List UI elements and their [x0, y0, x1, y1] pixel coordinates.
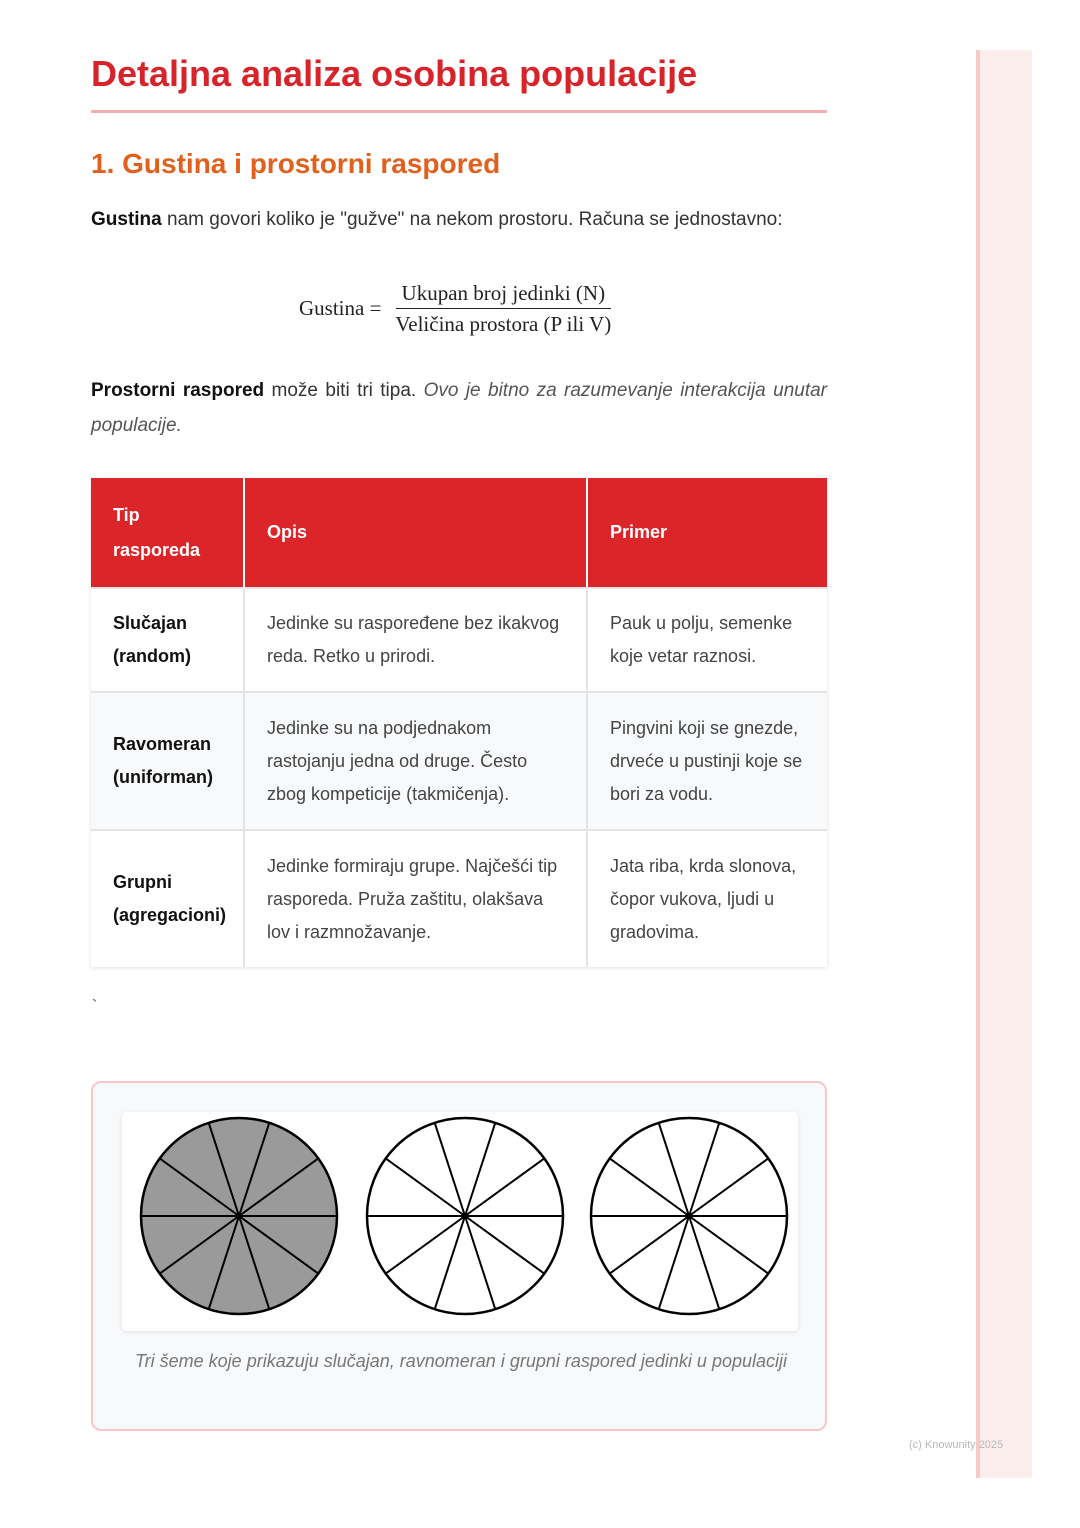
formula-denominator: Veličina prostora (P ili V)	[395, 311, 612, 336]
section-heading: 1. Gustina i prostorni raspored	[91, 148, 501, 179]
row-primer: Jata riba, krda slonova, čopor vukova, ljudi u gradovima.	[587, 830, 827, 967]
row-opis: Jedinke formiraju grupe. Najčešći tip rasporeda. Pruža zaštitu, olakšava lov i razmnožavanje.	[244, 830, 587, 967]
formula-numerator: Ukupan broj jedinki (N)	[396, 280, 612, 309]
figure-image	[122, 1112, 798, 1331]
circle-center-dot	[686, 1213, 693, 1220]
table-header-row	[91, 478, 827, 588]
table-row	[91, 692, 827, 830]
circle-center-dot	[462, 1213, 469, 1220]
distribution-diagrams	[122, 1112, 798, 1331]
distribution-paragraph	[91, 373, 827, 443]
stray-backtick: `	[92, 998, 98, 1015]
row-primer: Pauk u polju, semenke koje vetar raznosi.	[587, 588, 827, 692]
row-tip: Ravomeran (uniforman)	[91, 692, 244, 830]
column-header-primer: Primer	[587, 478, 827, 588]
row-primer: Pingvini koji se gnezde, drveće u pustinji koje se bori za vodu.	[587, 692, 827, 830]
page-title: Detaljna analiza osobina populacije	[91, 53, 698, 94]
para-bold-term: Prostorni raspored	[91, 380, 265, 401]
table-row	[91, 588, 827, 692]
figure-box	[91, 1081, 827, 1431]
formula-lhs: Gustina =	[299, 295, 382, 320]
column-header-tip: Tip rasporeda	[91, 478, 244, 588]
para-italic-note: Ovo je bitno za razumevanje interakcija unutar populacije.	[91, 380, 828, 436]
distribution-table	[91, 478, 827, 967]
para-text: može biti tri tipa.	[264, 380, 424, 401]
side-accent-strip	[976, 50, 1032, 1478]
copyright-footer: (c) Knowunity 2025	[909, 1439, 1004, 1451]
title-divider	[91, 110, 827, 113]
circle-clumped-diagram	[591, 1118, 787, 1314]
table-row	[91, 830, 827, 967]
circle-center-dot	[236, 1213, 243, 1220]
intro-bold-term: Gustina	[91, 209, 162, 230]
row-opis: Jedinke su na podjednakom rastojanju jedna od druge. Često zbog kompeticije (takmičenja).	[244, 692, 587, 830]
row-tip: Slučajan (random)	[91, 588, 244, 692]
intro-text: nam govori koliko je "gužve" na nekom prostoru. Računa se jednostavno:	[161, 209, 783, 230]
circle-random-diagram	[141, 1118, 337, 1314]
formula-fraction	[389, 280, 617, 337]
circle-uniform-diagram	[367, 1118, 563, 1314]
column-header-opis: Opis	[244, 478, 587, 588]
figure-caption: Tri šeme koje prikazuju slučajan, ravnomeran i grupni raspored jedinki u populaciji	[135, 1351, 787, 1371]
intro-paragraph	[91, 203, 827, 237]
density-formula	[299, 278, 617, 338]
row-opis: Jedinke su raspoređene bez ikakvog reda. Retko u prirodi.	[244, 588, 587, 692]
row-tip: Grupni (agregacioni)	[91, 830, 244, 967]
